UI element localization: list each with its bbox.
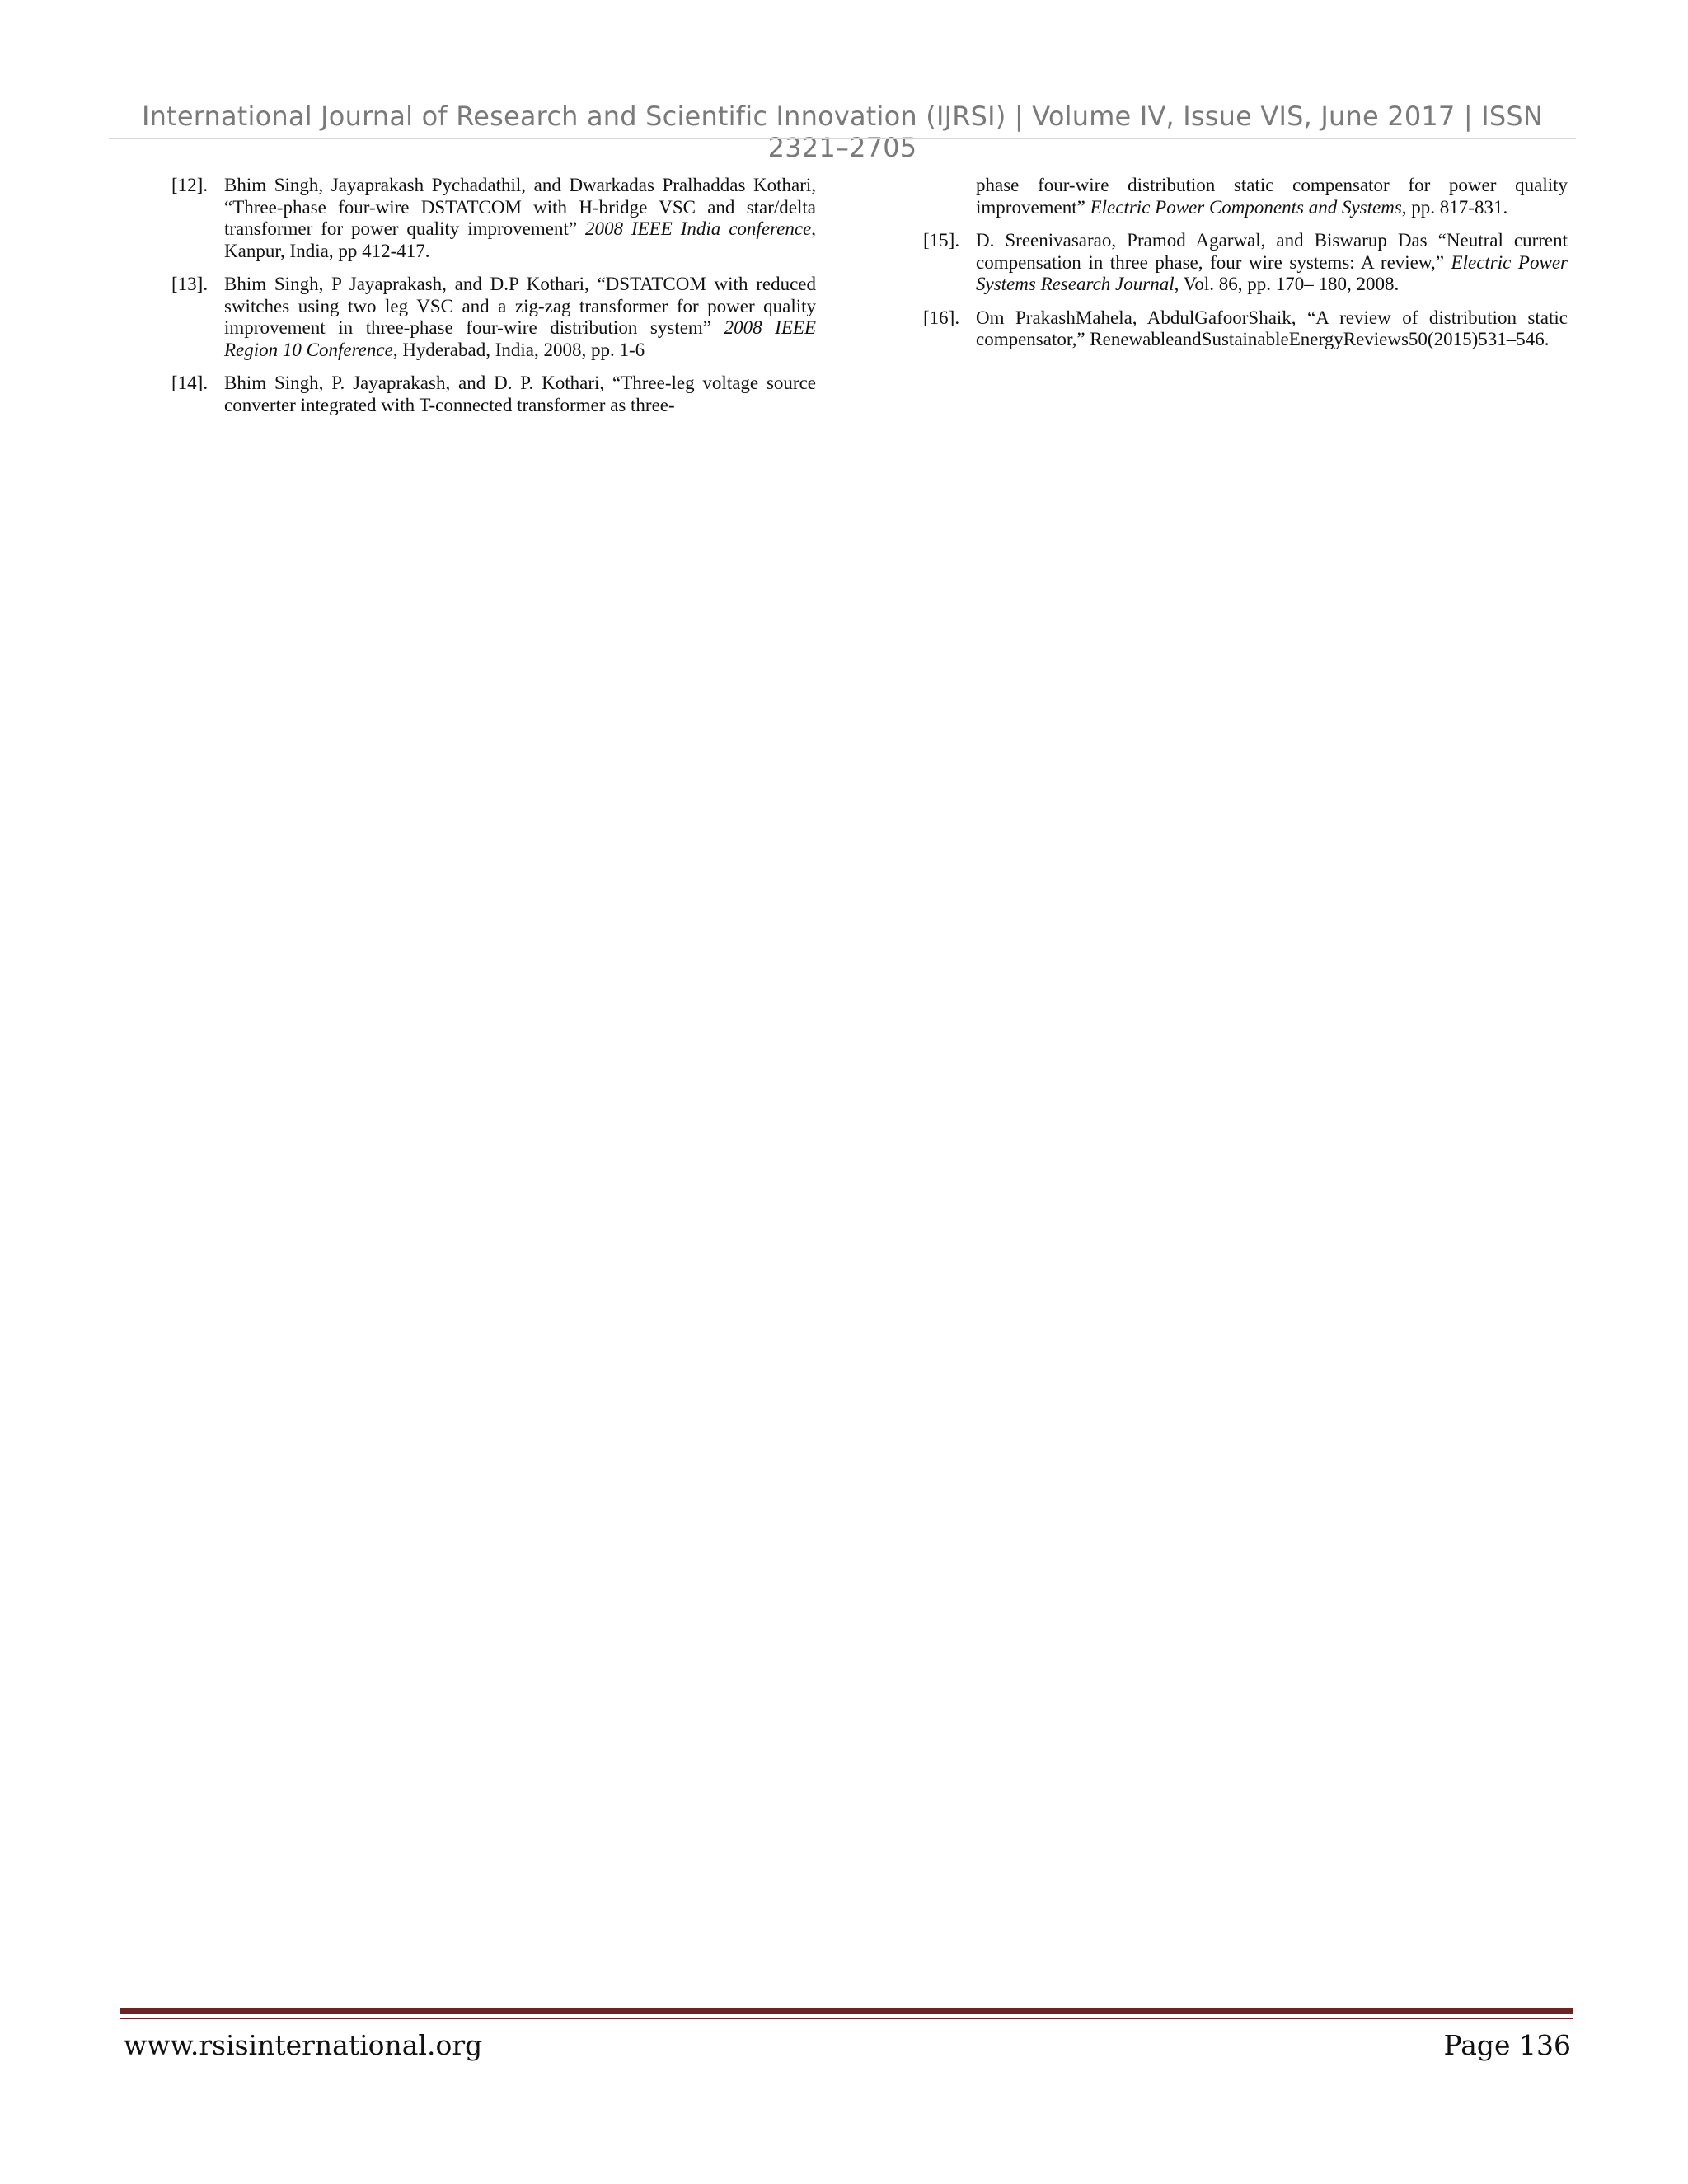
reference-venue: 2008 IEEE Region 10 Conference <box>224 317 816 360</box>
footer-website: www.rsisinternational.org <box>124 2029 483 2061</box>
reference-text: Om PrakashMahela, AbdulGafoorShaik, “A review of distribution static compensator,” RenewableandSustainableEnergyReviews50(2015)531–546. <box>976 307 1568 349</box>
reference-text: Bhim Singh, P. Jayaprakash, and D. P. Kothari, “Three-leg voltage source converter integrated with T-connected transformer as three- <box>224 373 816 415</box>
reference-12 <box>171 175 816 262</box>
reference-details: , pp. 817-831. <box>1401 196 1508 218</box>
reference-text: D. Sreenivasarao, Pramod Agarwal, and Biswarup Das “Neutral current compensation in three phase, four wire systems: A review,” <box>976 230 1568 273</box>
reference-venue: Electric Power Systems Research Journal <box>976 251 1568 294</box>
reference-number: [16]. <box>923 307 960 328</box>
reference-14 <box>171 373 816 416</box>
footer-page-number: Page 136 <box>1443 2029 1571 2061</box>
reference-number: [15]. <box>923 230 960 251</box>
running-header: International Journal of Research and Scientific Innovation (IJRSI) | Volume IV, Issue VIS, June 2017 | ISSN 2321–2705 <box>141 101 1544 163</box>
reference-number: [12]. <box>171 175 209 195</box>
reference-details: , Vol. 86, pp. 170– 180, 2008. <box>1174 274 1400 294</box>
reference-venue: 2008 IEEE India conference <box>585 218 812 239</box>
footer-divider-thin <box>120 2018 1573 2019</box>
reference-text: Bhim Singh, P Jayaprakash, and D.P Kothari, “DSTATCOM with reduced switches using two leg VSC and a zig-zag transformer for power quality improvement in three-phase four-wire distribution system” <box>224 274 816 338</box>
reference-16 <box>923 307 1568 351</box>
references-left-column <box>171 175 816 428</box>
reference-13 <box>171 274 816 361</box>
reference-details: , Kanpur, India, pp 412-417. <box>224 218 816 261</box>
reference-number: [14]. <box>171 373 209 393</box>
reference-details: , Hyderabad, India, 2008, pp. 1-6 <box>392 339 645 360</box>
references-right-column <box>923 175 1568 363</box>
reference-text: phase four-wire distribution static compensator for power quality improvement” <box>976 175 1568 218</box>
header-divider <box>109 138 1576 139</box>
reference-14-continued <box>923 175 1568 218</box>
reference-venue: Electric Power Components and Systems <box>1090 196 1402 218</box>
footer-divider-thick <box>120 2008 1573 2014</box>
reference-text: Bhim Singh, Jayaprakash Pychadathil, and Dwarkadas Pralhaddas Kothari, “Three-phase four-wire DSTATCOM with H-bridge VSC and star/delta transformer for power quality improvement” <box>224 175 816 239</box>
reference-15 <box>923 230 1568 296</box>
reference-number: [13]. <box>171 274 209 294</box>
